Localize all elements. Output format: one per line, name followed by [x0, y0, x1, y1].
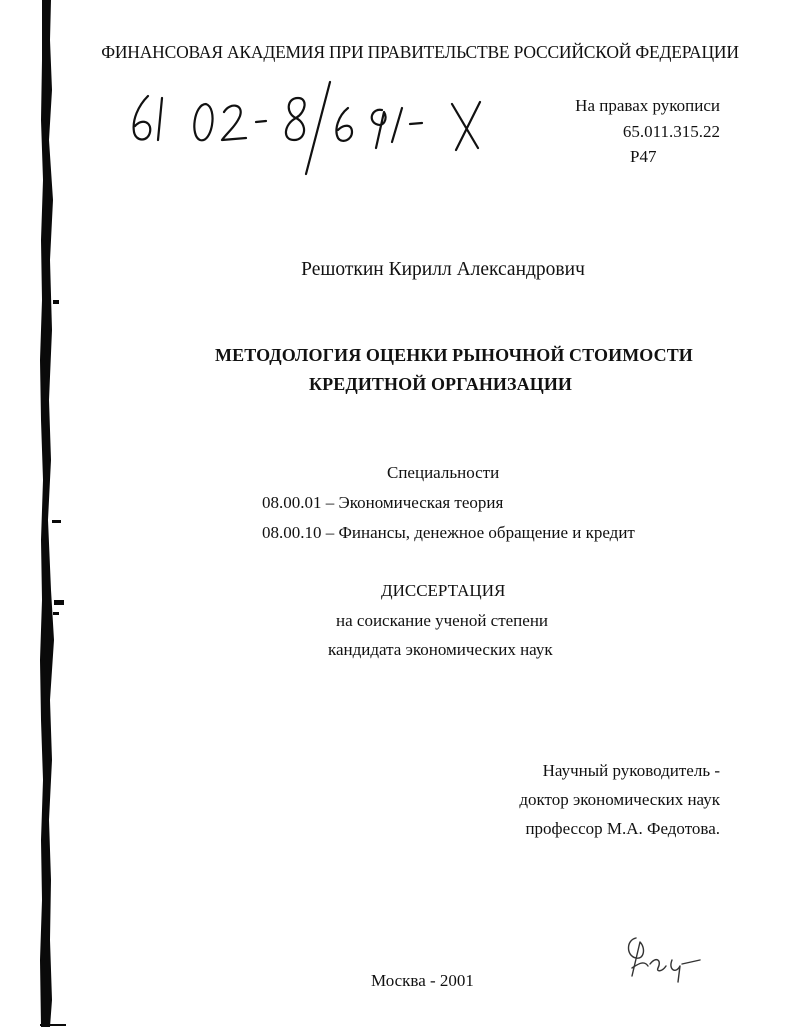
classification-code: 65.011.315.22 [622, 122, 720, 141]
institution-header: ФИНАНСОВАЯ АКАДЕМИЯ ПРИ ПРАВИТЕЛЬСТВЕ РОССИЙСКОЙ ФЕДЕРАЦИИ [101, 42, 739, 62]
degree-line-1: на соискание ученой степени [336, 611, 549, 630]
supervisor-degree: доктор экономических наук [519, 790, 720, 809]
specialty-item: 08.00.01 – Экономическая теория [262, 493, 504, 512]
supervisor-name: профессор М.А. Федотова. [525, 819, 720, 838]
specialty-item: 08.00.10 – Финансы, денежное обращение и кредит [262, 523, 635, 542]
classification-index: Р47 [630, 147, 657, 166]
scan-edge-artifact [38, 0, 68, 1027]
city-year: Москва - 2001 [371, 971, 474, 990]
rights-note: На правах рукописи [575, 96, 720, 115]
handwritten-signature [622, 930, 712, 986]
author-name: Решоткин Кирилл Александрович [301, 259, 585, 280]
handwritten-catalog-number-drawing [126, 78, 526, 178]
degree-line-2: кандидата экономических наук [328, 640, 553, 659]
title-line-1: МЕТОДОЛОГИЯ ОЦЕНКИ РЫНОЧНОЙ СТОИМОСТИ [215, 345, 693, 365]
handwritten-catalog-number [126, 78, 526, 178]
handwritten-signature-drawing [622, 930, 712, 986]
supervisor-label: Научный руководитель - [542, 761, 720, 780]
specialties-heading: Специальности [387, 463, 500, 482]
title-line-2: КРЕДИТНОЙ ОРГАНИЗАЦИИ [309, 374, 573, 394]
work-type: ДИССЕРТАЦИЯ [381, 581, 506, 600]
